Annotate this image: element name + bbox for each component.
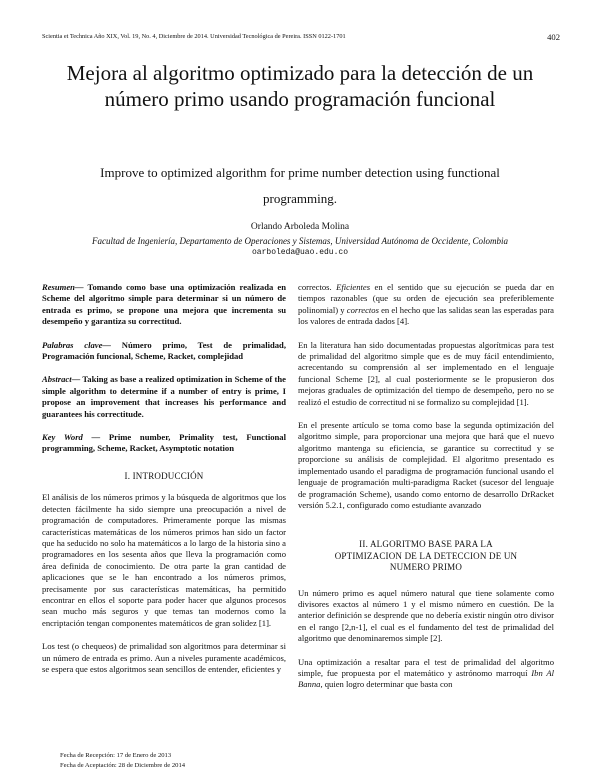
- section-heading-algoritmo-base: II. ALGORITMO BASE PARA LA OPTIMIZACION DE LA DETECCION DE UN NUMERO PRIMO: [334, 539, 518, 573]
- footnote-received: Fecha de Recepción: 17 de Enero de 2013: [60, 752, 172, 759]
- resumen-label: Resumen—: [42, 282, 84, 292]
- right-paragraph-4: Un número primo es aquel número natural que tiene solamente como divisores exactos al número 1 y el mismo número en cuestión. De la anterior definición se desprende que no debería existir ningún otro divisor en el rango [2,n-1], el cual es el fundamento del test de primalidad del algoritmo que denominaremos simple [2].: [298, 587, 554, 644]
- intro-paragraph-2: Los test (o chequeos) de primalidad son algoritmos para determinar si un número de entrada es primo. Aun a niveles puramente académicos, se espera que estos algoritmos sean sencillos de entender, eficientes y: [42, 641, 286, 674]
- right-p1-mid: en el sentido que su ejecución se pueda dar en tiempos razonables (que su orden de ejecución sea preferiblemente polinomial) y: [298, 282, 554, 315]
- right-p5-name: Ibn Al Banna: [298, 667, 554, 690]
- abstract-label: Abstract—: [42, 374, 81, 385]
- author-email: oarboleda@uao.edu.co: [251, 248, 348, 257]
- intro-paragraph-1: El análisis de los números primos y la búsqueda de algoritmos que los detecten fácilmente ha sido siempre una preocupación a nivel de programación de computadores. Primeramente porque las mismas características matemáticas de los números primos han sido un factor que ha seducido no solo ha matemáticos a lo largo de la historia sino a programadores en los sesenta años que lleva la programación como área definida de conocimiento. De otra parte la gran cantidad de aplicaciones que se le han encontrado a los números primos, precisamente por sus características matemáticas, ha permitido encontrar en ellos el soporte para poder hacer que algunos procesos sean mucho más seguros y que temas tan modernos como la encriptación tengan componentes matemáticos de gran solidez [1].: [42, 492, 286, 628]
- right-p5-pre: Una optimización a resaltar para el test de primalidad del algoritmo simple, fue propuesta por el matemático y astrónomo marroquí: [298, 656, 554, 678]
- paper-subtitle: Improve to optimized algorithm for prime number detection using functional programming.: [100, 165, 500, 206]
- page-number: 402: [547, 32, 560, 42]
- right-column: [298, 282, 554, 691]
- author-name: Orlando Arboleda Molina: [250, 222, 350, 232]
- keywords-paragraph: [42, 432, 286, 455]
- paper-title: Mejora al algoritmo optimizado para la detección de un número primo usando programación funcional: [66, 61, 534, 111]
- palabras-clave-paragraph: [42, 340, 286, 363]
- right-paragraph-5: [298, 657, 554, 691]
- right-paragraph-2: En la literatura han sido documentadas propuestas algorítmicas para test de primalidad del algoritmo simple que es de muy fácil entendimiento, acrecentando su comprensión al ser implementado en el lenguaje funcional Scheme [2], al cual posteriormente se le propusieron dos mejoras graduales de optimización del tiempo de desempeño, pero no se realizó el estudio de correctitud ni se formalizo su complejidad [1].: [298, 339, 554, 407]
- keywords-text: — Prime number, Primality test, Functional programming, Scheme, Racket, Asymptotic notation: [42, 432, 286, 454]
- author-affiliation: Facultad de Ingeniería, Departamento de Operaciones y Sistemas, Universidad Autónoma de Occidente, Colombia: [91, 236, 508, 246]
- right-p1-post: en el hecho que las salidas sean las esperadas para los valores de entrada dados [4].: [298, 304, 554, 327]
- keywords-label: Key Word: [42, 432, 83, 443]
- right-p1-correctos: correctos: [346, 304, 379, 315]
- resumen-paragraph: [42, 282, 286, 328]
- right-p1-eficientes: Eficientes: [336, 282, 371, 292]
- footnote-accepted: Fecha de Aceptación: 28 de Diciembre de 2014: [60, 762, 186, 769]
- right-p5-post: , quien logro determinar que basta con: [320, 679, 453, 690]
- journal-header: Scientia et Technica Año XIX, Vol. 19, No. 4, Diciembre de 2014. Universidad Tecnológica de Pereira. ISSN 0122-1701: [42, 33, 346, 40]
- right-paragraph-1: [298, 282, 554, 328]
- section-heading-introduccion: I. INTRODUCCIÓN: [124, 470, 204, 481]
- right-paragraph-3: En el presente artículo se toma como base la segunda optimización del algoritmo simple, para proporcionar una mejora que hará que el nuevo algoritmo mantenga su eficiencia, se garantice su correctitud y se proporcione su análisis de complejidad. El algoritmo presentado es implementado usando el paradigma de programación funcional usando el lenguaje de programación multi-paradigma Racket (sucesor del lenguaje de programación Scheme), usando como entorno de desarrollo DrRacket versión 5.2.1, configurado como estudiante avanzado: [298, 420, 554, 510]
- abstract-text: Taking as base a realized optimization in Scheme of the simple algorithm to determine if a number of entry is prime, I propose an improvement that increases his performance and guarantees his correctitude.: [42, 374, 286, 419]
- resumen-text: Tomando como base una optimización realizada en Scheme del algoritmo simple para determinar si un número de entrada es primo, se propone una mejora que incrementa su desempeño y garantiza su correctitud.: [42, 282, 286, 327]
- palabras-clave-text: Número primo, Test de primalidad, Programación funcional, Scheme, Racket, complejidad: [42, 339, 286, 362]
- palabras-clave-label: Palabras clave—: [42, 339, 112, 350]
- right-p1-pre: correctos.: [298, 282, 337, 292]
- left-column: [42, 282, 286, 675]
- abstract-paragraph: [42, 374, 286, 420]
